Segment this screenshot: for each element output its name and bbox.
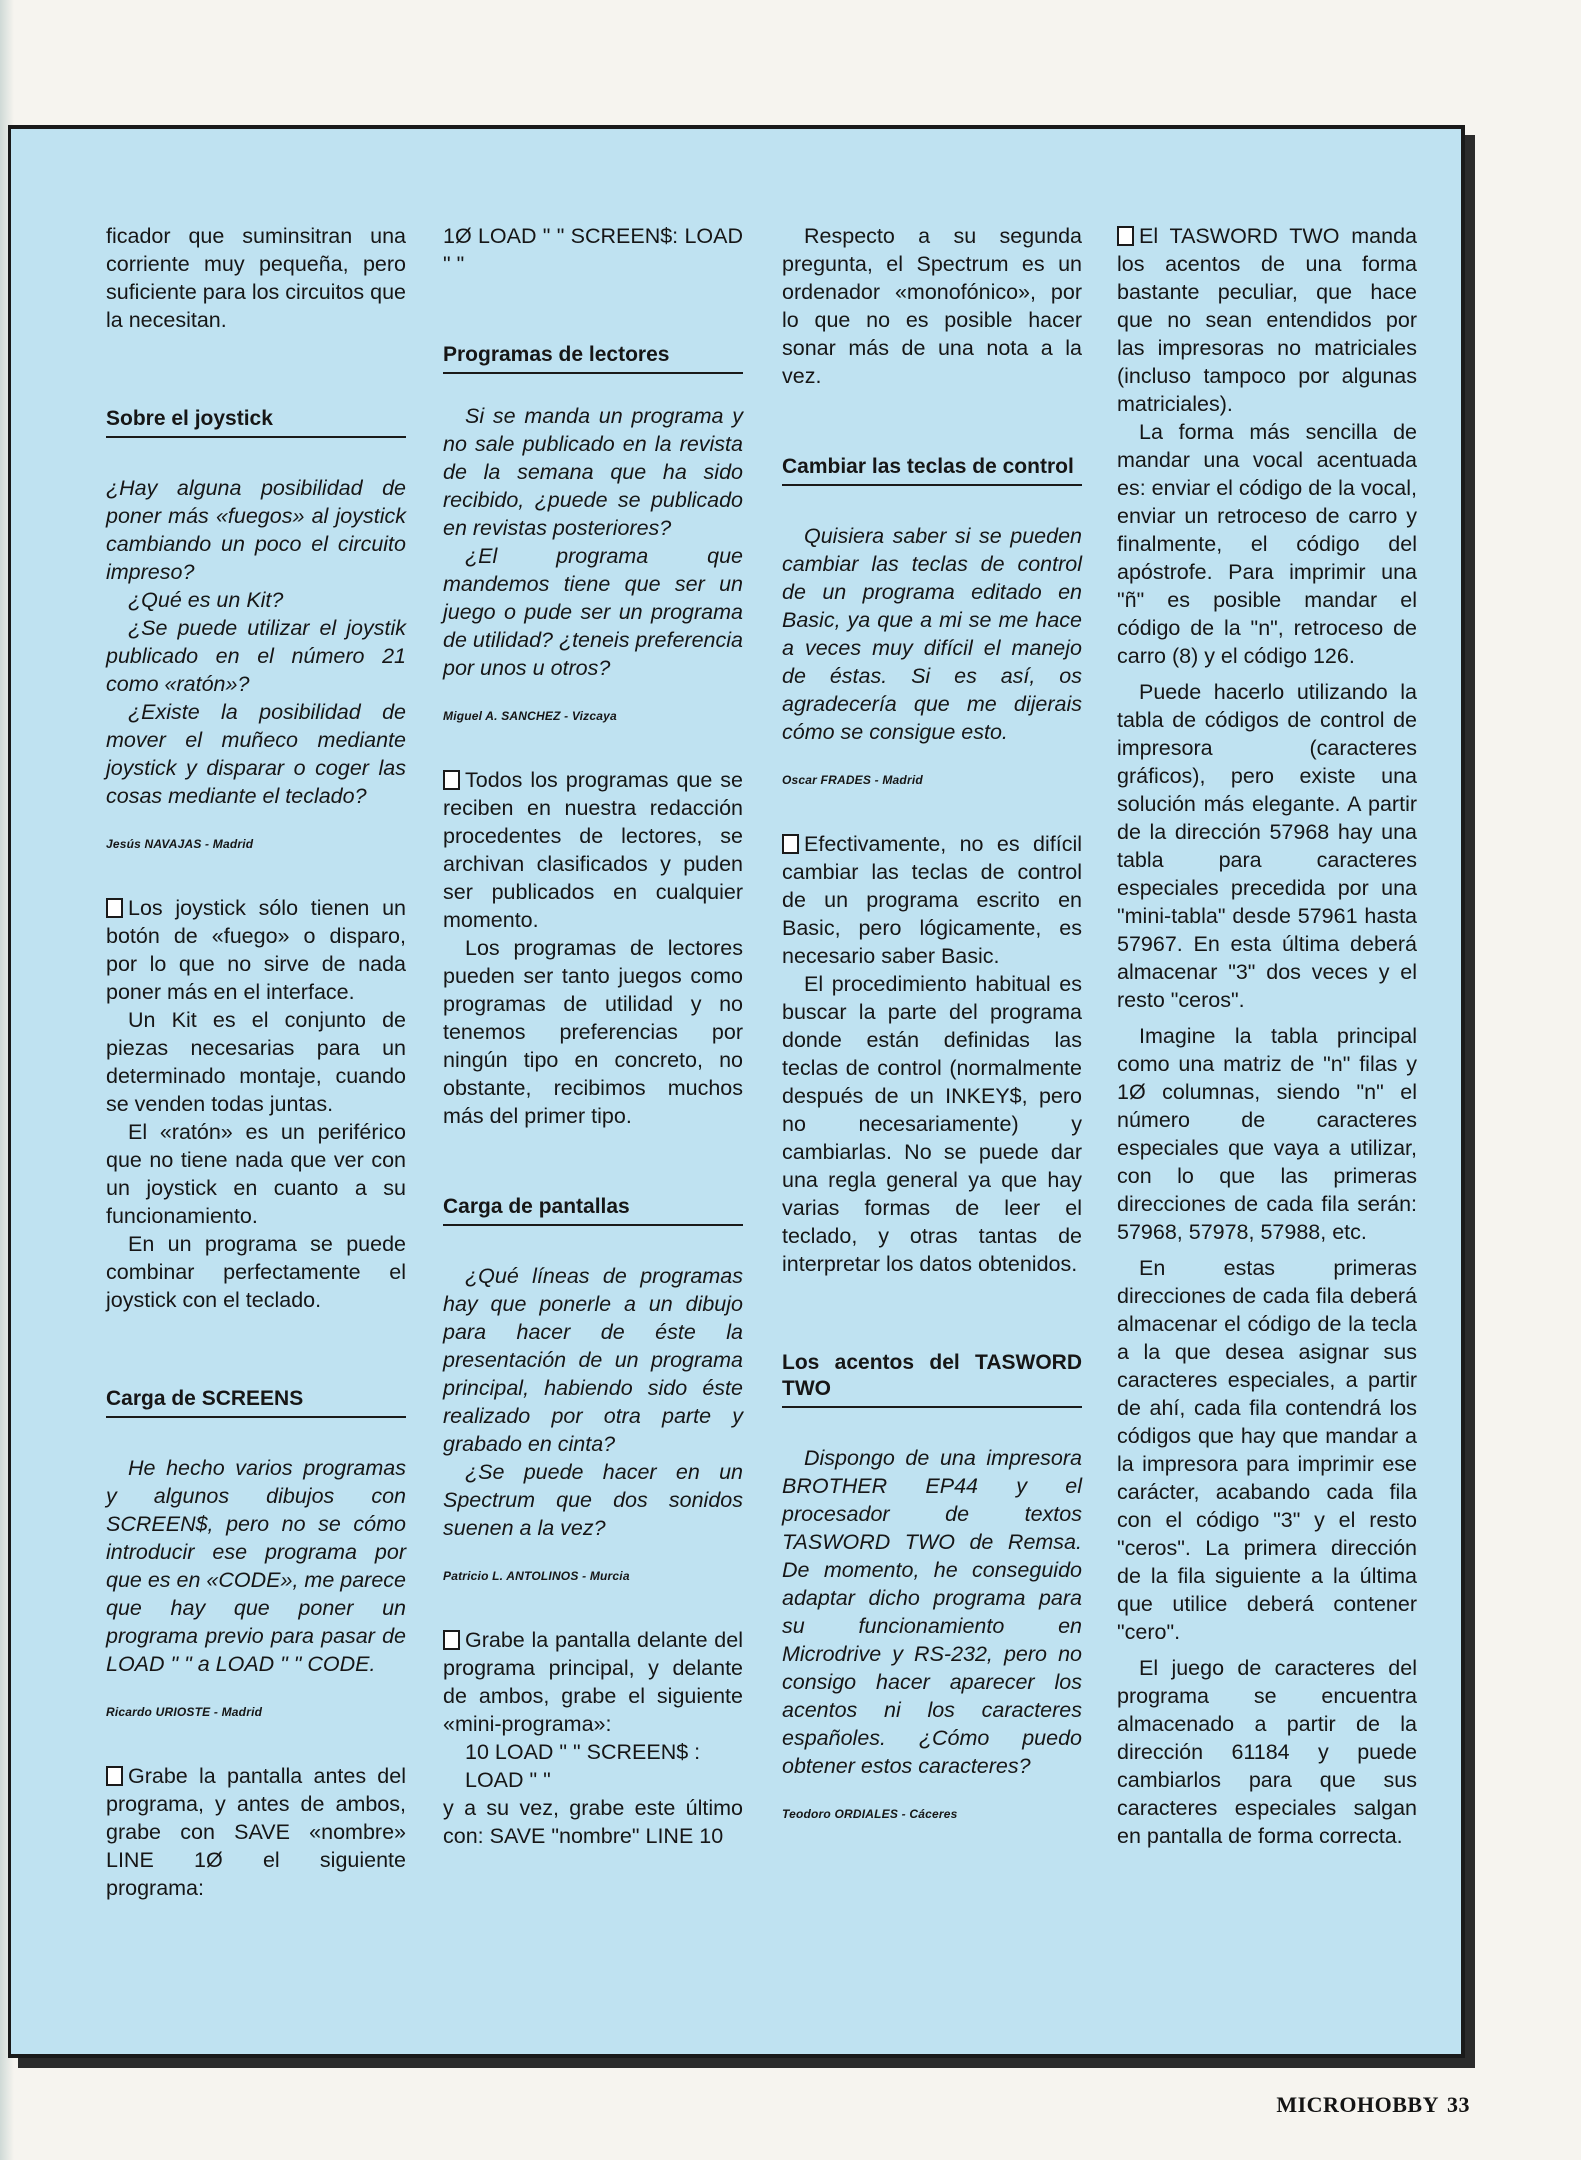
signature: Patricio L. ANTOLINOS - Murcia — [443, 1569, 630, 1583]
answer: El TASWORD TWO manda los acentos de una forma bastante peculiar, que hace que no sean entendidos por las impresoras no matriciales (incluso tampoco por algunas matriciales). — [1117, 224, 1417, 416]
code-line: 10 LOAD " " SCREEN$ : — [465, 1740, 701, 1764]
signature: Teodoro ORDIALES - Cáceres — [782, 1807, 958, 1821]
answer: Efectivamente, no es difícil cambiar las teclas de control de un programa escrito en Basic, pero lógicamente, es necesario saber Basic. — [782, 832, 1082, 968]
signature: Miguel A. SANCHEZ - Vizcaya — [443, 709, 617, 723]
answer: En estas primeras direcciones de cada fila deberá almacenar el código de la tecla a la que desea asignar sus caracteres especiales, a partir de ahí, cada fila contendrá los códigos que hay que mandar a la impresora para imprimir ese carácter, acabando cada fila con el código "3" y el resto "ceros". La primera dirección de la fila siguiente a la última que utilice deberá contener "cero". — [1117, 1256, 1417, 1644]
answer: El procedimiento habitual es buscar la parte del programa donde están definidas las teclas de control (normalmente después de un INKEY$, pero no necesariamente) y cambiarlas. No se puede dar una regla general ya que hay varias formas de leer el teclado, y otras tantas de interpretar los datos obtenidos. — [782, 972, 1082, 1276]
answer: Respecto a su segunda pregunta, el Spectrum es un ordenador «monofónico», por lo que no es posible hacer sonar más de una nota a la vez. — [782, 224, 1082, 388]
answer-square-icon — [106, 898, 123, 918]
question: ¿Se puede hacer en un Spectrum que dos sonidos suenen a la vez? — [443, 1460, 743, 1540]
answer: Los joystick sólo tienen un botón de «fuego» o disparo, por lo que no sirve de nada poner más en el interface. — [106, 896, 406, 1004]
answer: Los programas de lectores pueden ser tanto juegos como programas de utilidad y no tenemos preferencias por ningún tipo en concreto, no obstante, recibimos muchos más del primer tipo. — [443, 936, 743, 1128]
section-heading-programas-lectores: Programas de lectores — [443, 342, 743, 374]
question: ¿Se puede utilizar el joystik publicado en el número 21 como «ratón»? — [106, 616, 406, 696]
question: Dispongo de una impresora BROTHER EP44 y el procesador de textos TASWORD TWO de Remsa. De momento, he conseguido adaptar dicho programa para su funcionamiento en Microdrive y RS-232, pero no consigo hacer aparecer los acentos ni los caracteres españoles. ¿Cómo puedo obtener estos caracteres? — [782, 1446, 1082, 1778]
answer-square-icon — [782, 834, 799, 854]
column-3 — [782, 222, 1082, 1828]
answer: Grabe la pantalla delante del programa principal, y delante de ambos, grabe el siguiente «mini-programa»: — [443, 1628, 743, 1736]
answer: El «ratón» es un periférico que no tiene nada que ver con un joystick en cuanto a su funcionamiento. — [106, 1120, 406, 1228]
signature: Oscar FRADES - Madrid — [782, 773, 923, 787]
section-heading-carga-pantallas: Carga de pantallas — [443, 1194, 743, 1226]
magazine-name: MICROHOBBY — [1276, 2092, 1439, 2117]
answer: El juego de caracteres del programa se encuentra almacenado a partir de la dirección 61184 y puede cambiarlos para que sus caracteres especiales salgan en pantalla de forma correcta. — [1117, 1656, 1417, 1848]
page-number: 33 — [1447, 2092, 1470, 2117]
column-4 — [1117, 222, 1417, 1850]
answer: La forma más sencilla de mandar una vocal acentuada es: enviar el código de la vocal, enviar un retroceso de carro y finalmente, el código del apóstrofe. Para imprimir una "ñ" es posible mandar el código de la "n", retroceso de carro (8) y el código 126. — [1117, 420, 1417, 668]
question: Si se manda un programa y no sale publicado en la revista de la semana que ha sido recibido, ¿puede se publicado en revistas posteriores? — [443, 404, 743, 540]
section-heading-joystick: Sobre el joystick — [106, 406, 406, 438]
question: Quisiera saber si se pueden cambiar las teclas de control de un programa editado en Basic, ya que a mi se me hace a veces muy difícil el manejo de éstas. Si es así, os agradecería que me dijerais cómo se consigue esto. — [782, 524, 1082, 744]
answer: Un Kit es el conjunto de piezas necesarias para un determinado montaje, cuando se venden todas juntas. — [106, 1008, 406, 1116]
page-footer — [1250, 2092, 1470, 2122]
answer: Imagine la tabla principal como una matriz de "n" filas y 1Ø columnas, siendo "n" el número de caracteres especiales que vaya a utilizar, con lo que las primeras direcciones de cada fila serán: 57968, 57978, 57988, etc. — [1117, 1024, 1417, 1244]
signature: Ricardo URIOSTE - Madrid — [106, 1705, 263, 1719]
answer: Puede hacerlo utilizando la tabla de códigos de control de impresora (caracteres gráficos), pero existe una solución más elegante. A partir de la dirección 57968 hay una tabla para caracteres especiales precedida por una "mini-tabla" desde 57961 hasta 57967. En esta última deberá almacenar "3" dos veces y el resto "ceros". — [1117, 680, 1417, 1012]
answer: En un programa se puede combinar perfectamente el joystick con el teclado. — [106, 1232, 406, 1312]
question: ¿Hay alguna posibilidad de poner más «fuegos» al joystick cambiando un poco el circuito impreso? — [106, 476, 406, 584]
answer: Todos los programas que se reciben en nuestra redacción procedentes de lectores, se archivan clasificados y puden ser publicados en cualquier momento. — [443, 768, 743, 932]
answer-square-icon — [106, 1766, 123, 1786]
question: ¿Qué líneas de programas hay que ponerle a un dibujo para hacer de éste la presentación de un programa principal, habiendo sido éste realizado por otra parte y grabado en cinta? — [443, 1264, 743, 1456]
paragraph: ficador que suminsitran una corriente muy pequeña, pero suficiente para los circuitos que la necesitan. — [106, 224, 406, 332]
question: ¿Qué es un Kit? — [128, 588, 284, 612]
section-heading-cambiar-teclas: Cambiar las teclas de control — [782, 454, 1082, 486]
code-line: LOAD " " — [465, 1768, 551, 1792]
code-line: 1Ø LOAD " " SCREEN$: LOAD " " — [443, 224, 743, 276]
column-1 — [106, 222, 406, 1902]
answer-square-icon — [1117, 226, 1134, 246]
section-heading-acentos-tasword: Los acentos del TASWORD TWO — [782, 1350, 1082, 1408]
answer-square-icon — [443, 1630, 460, 1650]
answer: Grabe la pantalla antes del programa, y antes de ambos, grabe con SAVE «nombre» LINE 1Ø el siguiente programa: — [106, 1764, 406, 1900]
section-heading-screens: Carga de SCREENS — [106, 1386, 406, 1418]
question: He hecho varios programas y algunos dibujos con SCREEN$, pero no se cómo introducir ese programa por que es en «CODE», me parece que hay que poner un programa previo para pasar de LOAD " " a LOAD " " CODE. — [106, 1456, 406, 1676]
signature: Jesús NAVAJAS - Madrid — [106, 837, 254, 851]
answer-square-icon — [443, 770, 460, 790]
question: ¿Existe la posibilidad de mover el muñeco mediante joystick y disparar o coger las cosas mediante el teclado? — [106, 700, 406, 808]
answer: y a su vez, grabe este último con: SAVE "nombre" LINE 10 — [443, 1796, 743, 1848]
column-2 — [443, 222, 743, 1850]
question: ¿El programa que mandemos tiene que ser un juego o pude ser un programa de utilidad? ¿teneis preferencia por unos u otros? — [443, 544, 743, 680]
